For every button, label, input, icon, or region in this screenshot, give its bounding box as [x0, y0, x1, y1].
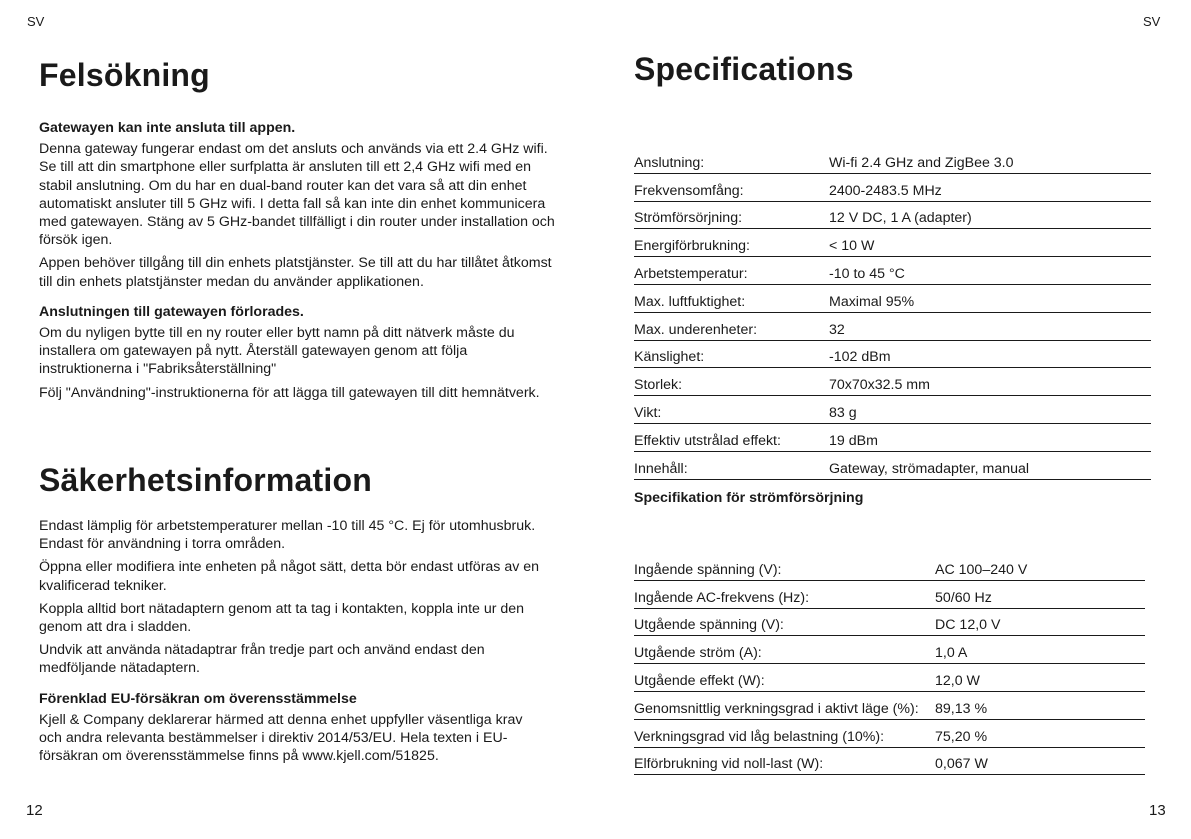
spec-value: 75,20 %: [935, 719, 1145, 747]
spec-label: Genomsnittlig verkningsgrad i aktivt läge (%):: [634, 691, 935, 719]
table-row: [634, 719, 1145, 747]
spec-label: Innehåll:: [634, 451, 829, 479]
spec-value: 12 V DC, 1 A (adapter): [829, 201, 1151, 229]
table-row: [634, 257, 1151, 285]
table-row: [634, 636, 1145, 664]
spec-value: 12,0 W: [935, 664, 1145, 692]
paragraph: Öppna eller modifiera inte enheten på något sätt, detta bör endast utföras av en kvalificerad tekniker.: [39, 559, 540, 594]
page-number-right: 13: [1149, 802, 1166, 819]
power-spec-heading: Specifikation för strömförsörjning: [634, 490, 864, 506]
spec-value: 50/60 Hz: [935, 580, 1145, 608]
spec-label: Utgående ström (A):: [634, 636, 935, 664]
spec-value: < 10 W: [829, 229, 1151, 257]
language-code-left: SV: [27, 14, 45, 29]
spec-value: 32: [829, 312, 1151, 340]
paragraph: Koppla alltid bort nätadaptern genom att ta tag i kontakten, koppla inte ur den genom att dra i sladden.: [39, 600, 525, 636]
table-row: [634, 340, 1151, 368]
table-row: [634, 146, 1151, 173]
table-row: [634, 229, 1151, 257]
section-heading: Gatewayen kan inte ansluta till appen.: [39, 120, 296, 136]
table-row: [634, 608, 1145, 636]
spec-label: Verkningsgrad vid låg belastning (10%):: [634, 719, 935, 747]
spec-label: Ingående AC-frekvens (Hz):: [634, 580, 935, 608]
spec-label: Strömförsörjning:: [634, 201, 829, 229]
spec-value: Gateway, strömadapter, manual: [829, 451, 1151, 479]
table-row: [634, 312, 1151, 340]
spec-value: Wi-fi 2.4 GHz and ZigBee 3.0: [829, 146, 1151, 173]
table-row: [634, 553, 1145, 580]
safety-title: Säkerhetsinformation: [39, 462, 372, 498]
spec-value: DC 12,0 V: [935, 608, 1145, 636]
paragraph: Denna gateway fungerar endast om det ansluts och används via ett 2.4 GHz wifi. Se till att din smartphone eller surfplatta är ansluten till ett 2,4 GHz wifi med en stabil anslutning. Om du har en dual-band router kan det vara så att din enhet automatiskt ansluter till 5 GHz wifi. I detta fall så kan inte din enhet kommunicera med gatewayen. Stäng av 5 GHz-bandet tillfälligt i din router under installation och försök igen.: [39, 141, 555, 249]
paragraph: Endast lämplig för arbetstemperaturer mellan -10 till 45 °C. Ej för utomhusbruk. Endast för användning i torra områden.: [39, 518, 536, 553]
spec-value: 19 dBm: [829, 423, 1151, 451]
spec-label: Utgående effekt (W):: [634, 664, 935, 692]
table-row: [634, 580, 1145, 608]
spec-label: Arbetstemperatur:: [634, 257, 829, 285]
table-row: [634, 423, 1151, 451]
specifications-table: [634, 146, 1151, 480]
section-heading: Anslutningen till gatewayen förlorades.: [39, 303, 304, 320]
eu-declaration-text: Kjell & Company deklarerar härmed att denna enhet uppfyller väsentliga krav och andra relevanta bestämmelser i direktiv 2014/53/EU. Hela texten i EU-försäkran om överensstämmelse finns på www.kjell.com/51825.: [39, 711, 523, 765]
spec-label: Storlek:: [634, 368, 829, 396]
paragraph: Följ "Användning"-instruktionerna för att lägga till gatewayen till ditt hemnätverk.: [39, 384, 540, 401]
spec-label: Vikt:: [634, 396, 829, 424]
table-row: [634, 691, 1145, 719]
table-row: [634, 201, 1151, 229]
spec-label: Frekvensomfång:: [634, 173, 829, 201]
spec-label: Energiförbrukning:: [634, 229, 829, 257]
spec-value: -10 to 45 °C: [829, 257, 1151, 285]
power-spec-table: [634, 553, 1145, 775]
specifications-title: Specifications: [634, 51, 854, 87]
spec-value: 2400-2483.5 MHz: [829, 173, 1151, 201]
spec-label: Elförbrukning vid noll-last (W):: [634, 747, 935, 775]
table-row: [634, 173, 1151, 201]
spec-value: 0,067 W: [935, 747, 1145, 775]
table-row: [634, 451, 1151, 479]
spec-label: Känslighet:: [634, 340, 829, 368]
spec-label: Utgående spänning (V):: [634, 608, 935, 636]
safety-section: [39, 517, 564, 770]
spec-value: 70x70x32.5 mm: [829, 368, 1151, 396]
spec-label: Max. luftfuktighet:: [634, 284, 829, 312]
table-row: [634, 747, 1145, 775]
spec-value: Maximal 95%: [829, 284, 1151, 312]
paragraph: Undvik att använda nätadaptrar från tredje part och använd endast den medföljande nätadaptern.: [39, 642, 485, 677]
spec-label: Anslutning:: [634, 146, 829, 173]
eu-declaration-heading: Förenklad EU-försäkran om överensstämmelse: [39, 690, 357, 707]
spec-value: 1,0 A: [935, 636, 1145, 664]
spec-label: Effektiv utstrålad effekt:: [634, 423, 829, 451]
page-number-left: 12: [26, 802, 43, 819]
table-row: [634, 664, 1145, 692]
troubleshooting-title: Felsökning: [39, 57, 210, 93]
spec-value: 83 g: [829, 396, 1151, 424]
spec-value: 89,13 %: [935, 691, 1145, 719]
table-row: [634, 284, 1151, 312]
language-code-right: SV: [1143, 14, 1161, 29]
spec-label: Max. underenheter:: [634, 312, 829, 340]
troubleshooting-section: [39, 119, 559, 407]
spec-value: AC 100–240 V: [935, 553, 1145, 580]
table-row: [634, 396, 1151, 424]
spec-label: Ingående spänning (V):: [634, 553, 935, 580]
table-row: [634, 368, 1151, 396]
spec-value: -102 dBm: [829, 340, 1151, 368]
paragraph: Om du nyligen bytte till en ny router eller bytt namn på ditt nätverk måste du installera om gatewayen på nytt. Återställ gatewayen genom att följa instruktionerna i "Fabriksåterställning": [39, 325, 515, 378]
paragraph: Appen behöver tillgång till din enhets platstjänster. Se till att du har tillåtet åtkomst till din enhets platstjänster medan du använder applikationen.: [39, 255, 552, 290]
